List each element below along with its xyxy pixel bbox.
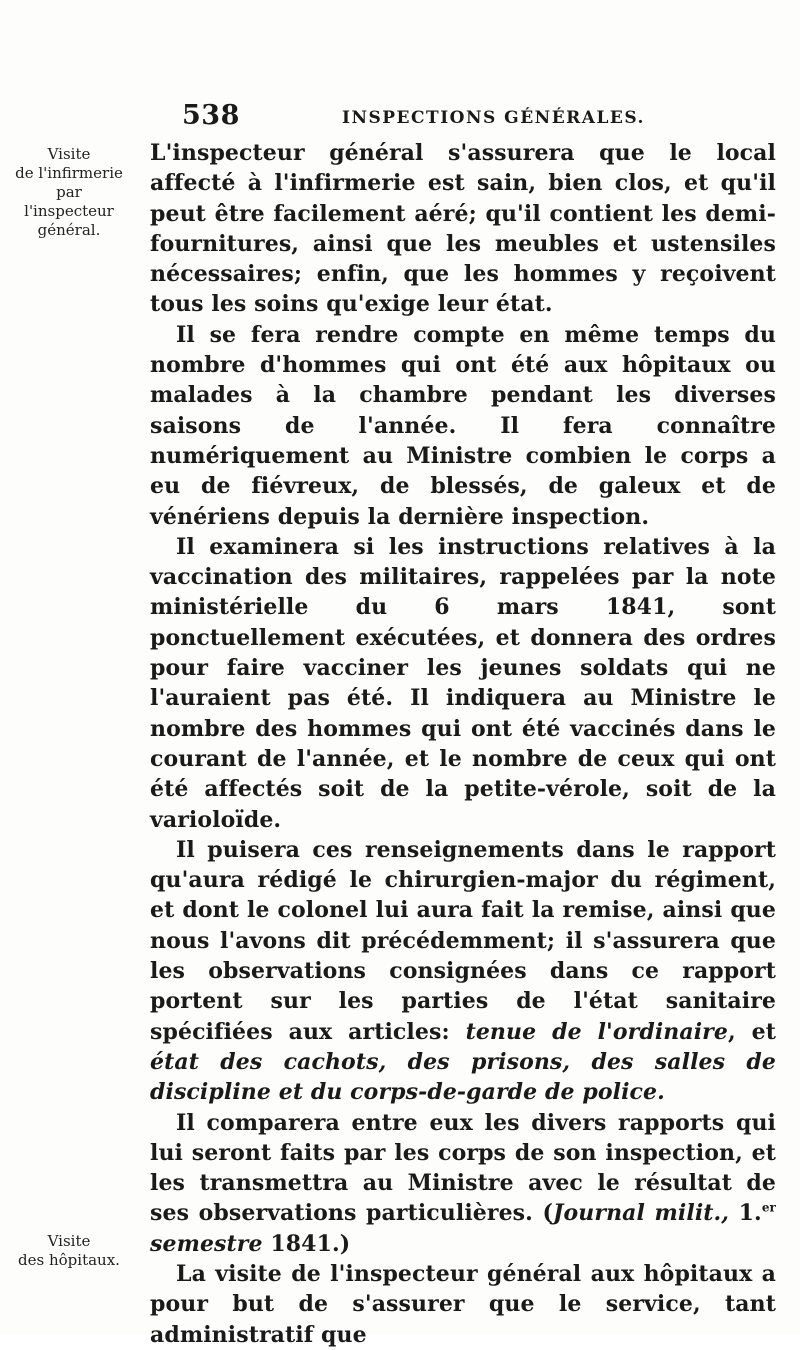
text-run: Il puisera ces renseignements dans le rapport qu'aura rédigé le chirurgien-major du régiment, et dont le colonel lui aura fait la remise, ainsi que nous l'avons dit précédemment; il s'assurera que les observations consignées dans ce rapport portent sur les parties de l'état sanitaire spécifiées aux articles: xyxy=(150,836,776,1045)
italic-term: état des cachots, des prisons, des salles de discipline et du corps-de-garde de police. xyxy=(150,1048,776,1106)
page-number: 538 xyxy=(182,100,240,131)
paragraph-hospital-count: Il se fera rendre compte en même temps du nombre d'hommes qui ont été aux hôpitaux ou malades à la chambre pendant les diverses saisons de l'année. Il fera connaître numériquement au Ministre combien le corps a eu de fiévreux, de blessés, de galeux et de vénériens depuis la dernière inspection. xyxy=(150,321,776,530)
citation: semestre xyxy=(150,1230,263,1257)
body-text xyxy=(150,138,776,1350)
italic-term: tenue de l'ordinaire xyxy=(465,1018,728,1045)
citation: Journal milit., xyxy=(553,1200,730,1227)
margin-note-line: Visite xyxy=(47,1232,91,1250)
text-run: 1841.) xyxy=(262,1230,351,1257)
margin-note-line: Visite xyxy=(47,145,91,163)
paragraph-infirmary: L'inspecteur général s'assurera que le local affecté à l'infirmerie est sain, bien clos, et qu'il peut être facilement aéré; qu'il contient les demi-fournitures, ainsi que les meubles et ustensiles nécessaires; enfin, que les hommes y reçoivent tous les soins qu'exige leur état. xyxy=(150,140,776,318)
text-run: Il comparera entre eux les divers rapports qui lui seront faits par les corps de son inspection, et les transmettra au Ministre avec le résultat de ses observations particulières. ( xyxy=(150,1109,776,1227)
page-header xyxy=(182,100,742,136)
text-run: , et xyxy=(727,1018,776,1045)
margin-note-hospitals xyxy=(6,1232,132,1270)
margin-note-line: l'inspecteur xyxy=(24,202,114,220)
paragraph-vaccination: Il examinera si les instructions relatives à la vaccination des militaires, rappelées par la note ministérielle du 6 mars 1841, sont ponctuellement exécutées, et donnera des ordres pour faire vacciner les jeunes soldats qui ne l'auraient pas été. Il indiquera au Ministre le nombre des hommes qui ont été vaccinés dans le courant de l'année, et le nombre de ceux qui ont été affectés soit de la petite-vérole, soit de la varioloïde. xyxy=(150,533,776,833)
margin-note-line: des hôpitaux. xyxy=(18,1251,120,1269)
margin-note-infirmary xyxy=(6,145,132,240)
paragraph-hospital-visit: La visite de l'inspecteur général aux hôpitaux a pour but de s'assurer que le service, tant administratif que xyxy=(150,1260,776,1348)
margin-note-line: général. xyxy=(37,221,101,239)
margin-note-line: par xyxy=(56,183,82,201)
paragraph-surgeon-report xyxy=(150,835,776,1108)
paragraph-comparison xyxy=(150,1108,776,1259)
margin-note-line: de l'infirmerie xyxy=(15,164,123,182)
superscript: er xyxy=(761,1201,776,1216)
running-title: INSPECTIONS GÉNÉRALES. xyxy=(342,108,645,128)
text-run: 1. xyxy=(729,1200,762,1227)
